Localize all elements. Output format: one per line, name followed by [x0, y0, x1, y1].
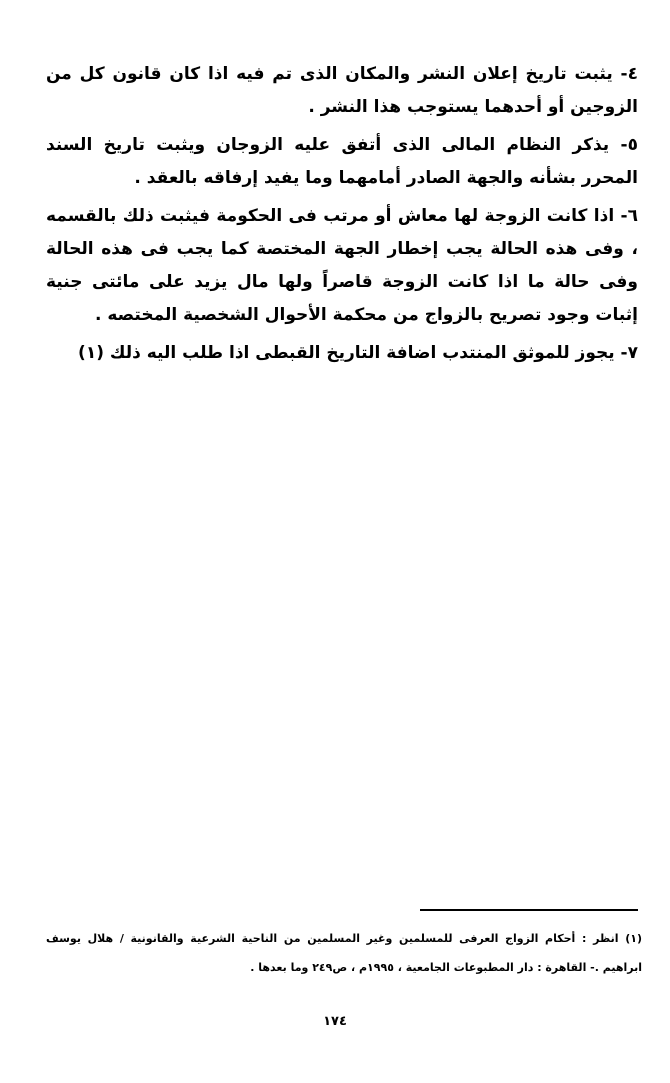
- item-text: يجوز للموثق المنتدب اضافة التاريخ القبطى اذا طلب اليه ذلك (١): [78, 343, 615, 363]
- item-number: ٥-: [620, 135, 638, 155]
- item-text: يثبت تاريخ إعلان النشر والمكان الذى تم فيه اذا كان قانون كل من الزوجين أو أحدهما يستوجب هذا النشر .: [46, 64, 638, 117]
- item-number: ٤-: [620, 64, 638, 84]
- page-number: ١٧٤: [323, 1014, 347, 1029]
- list-item-7: [46, 337, 638, 370]
- item-text: يذكر النظام المالى الذى أتفق عليه الزوجان ويثبت تاريخ السند المحرر بشأنه والجهة الصادر أمامهما وما يفيد إرفاقه بالعقد .: [46, 135, 638, 188]
- item-number: ٦-: [620, 206, 638, 226]
- item-text: اذا كانت الزوجة لها معاش أو مرتب فى الحكومة فيثبت ذلك بالقسمه ، وفى هذه الحالة يجب إخطار الجهة المختصة كما يجب فى هذه الحالة وفى حالة ما اذا كانت الزوجة قاصراً ولها مال يزيد على مائتى جنية إثبات وجود تصريح بالزواج من محكمة الأحوال الشخصية المختصه .: [46, 206, 638, 325]
- list-item-6: [46, 200, 638, 332]
- main-text: [46, 58, 638, 375]
- list-item-4: [46, 58, 638, 124]
- item-number: ٧-: [620, 343, 638, 363]
- list-item-5: [46, 129, 638, 195]
- footnote-divider: [420, 909, 638, 911]
- footnote: (١) انظر : أحكام الزواج العرفى للمسلمين وغير المسلمين من الناحية الشرعية والقانونية / هلال يوسف ابراهيم .- القاهرة : دار المطبوعات الجامعية ، ١٩٩٥م ، ص٢٤٩ وما بعدها .: [46, 932, 642, 974]
